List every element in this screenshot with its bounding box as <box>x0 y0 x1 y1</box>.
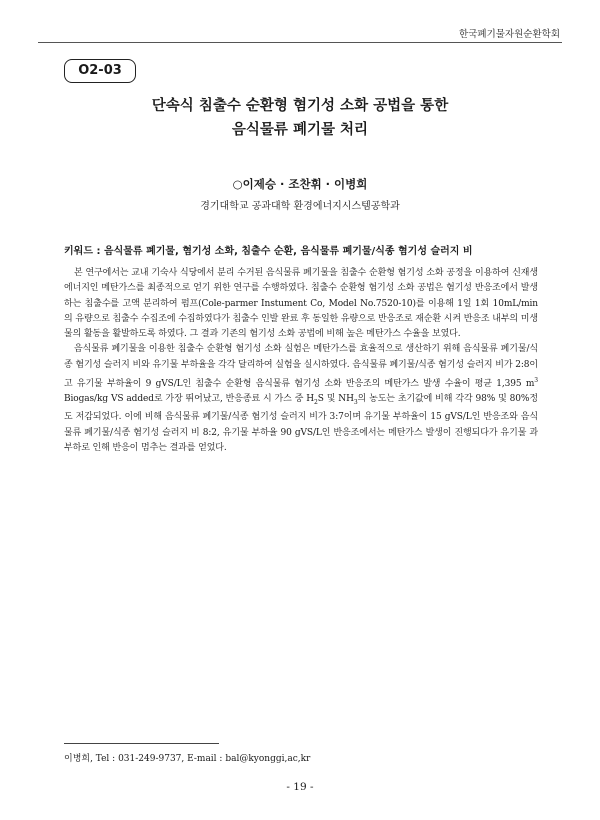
page-number: - 19 - <box>286 781 314 793</box>
abstract-body <box>64 266 538 456</box>
authors: ○이제승 · 조찬휘 · 이병희 <box>232 177 368 191</box>
paragraph-2-text-c: S 및 NH <box>317 394 354 405</box>
footnote-divider <box>64 743 219 744</box>
paragraph-2 <box>64 342 538 456</box>
subscript-3: 3 <box>353 399 358 407</box>
paragraph-2-text-a: 음식물류 폐기물을 이용한 침출수 순환형 혐기성 소화 실험은 메탄가스를 효율적으로 생산하기 위해 음식물류 폐기물/식종 혐기성 슬러지 비와 유기물 부하율을 각각 달리하여 실험을 실시하였다. 음식물류 폐기물/식종 혐기성 슬러지 비가 2:8이고 유기물 부하율이 9 gVS/L인 침출수 순환형 음식물류 혐기성 소화 반응조의 메탄가스 발생 수율이 평균 1,395 m <box>64 344 538 390</box>
paragraph-2-text-b: Biogas/kg VS added로 가장 뛰어났고, 반응종료 시 가스 중 H <box>64 394 314 405</box>
header-divider <box>38 42 562 43</box>
paper-title <box>0 94 600 142</box>
superscript-3: 3 <box>534 377 538 385</box>
footnote: 이병희, Tel : 031-249-9737, E-mail : bal@kyonggi,ac,kr <box>64 754 311 764</box>
paragraph-1: 본 연구에서는 교내 기숙사 식당에서 분리 수거된 음식물류 폐기물을 침출수 순환형 혐기성 소화 공정을 이용하여 신재생 에너지인 메탄가스를 최종적으로 얻기 위한 연구를 수행하였다. 침출수 순환형 혐기성 소화 공법은 혐기성 반응조에서 발생하는 침출수를 고액 분리하여 펌프(Cole-parmer Instument Co, Model No.7520-10)를 이용해 1일 1회 10mL/min의 유량으로 침출수 수집조에 수집하였다가 침출수 인발 완료 후 동일한 유량으로 반응조로 재순환 시켜 반응조 내부의 미생물의 활동을 활발하도록 하였다. 그 결과 기존의 혐기성 소화 공법에 비해 높은 메탄가스 수율을 보였다. <box>64 268 538 340</box>
journal-header: 한국폐기물자원순환학회 <box>459 29 560 40</box>
title-line-2: 음식물류 폐기물 처리 <box>231 122 369 138</box>
paper-code-badge: O2-03 <box>64 59 136 83</box>
title-line-1: 단속식 침출수 순환형 혐기성 소화 공법을 통한 <box>151 98 449 114</box>
subscript-2: 2 <box>314 399 318 407</box>
paragraph-2-text-d: 의 농도는 초기값에 비해 각각 98% 및 80%정도 저감되었다. 이에 비해 음식물류 폐기물/식종 혐기성 슬러지 비가 3:7이며 유기물 부하율이 15 gVS/L인 반응조와 음식물류 폐기물/식종 혐기성 슬러지 비 8:2, 유기물 부하율 90 gVS/L인 반응조에서는 메탄가스 발생이 진행되다가 유기물 과부하로 인해 반응이 멈추는 결과를 얻었다. <box>64 394 538 454</box>
keywords: 키워드 : 음식물류 폐기물, 혐기성 소화, 침출수 순환, 음식물류 폐기물/식종 혐기성 슬러지 비 <box>64 246 473 257</box>
affiliation: 경기대학교 공과대학 환경에너지시스템공학과 <box>200 201 400 212</box>
